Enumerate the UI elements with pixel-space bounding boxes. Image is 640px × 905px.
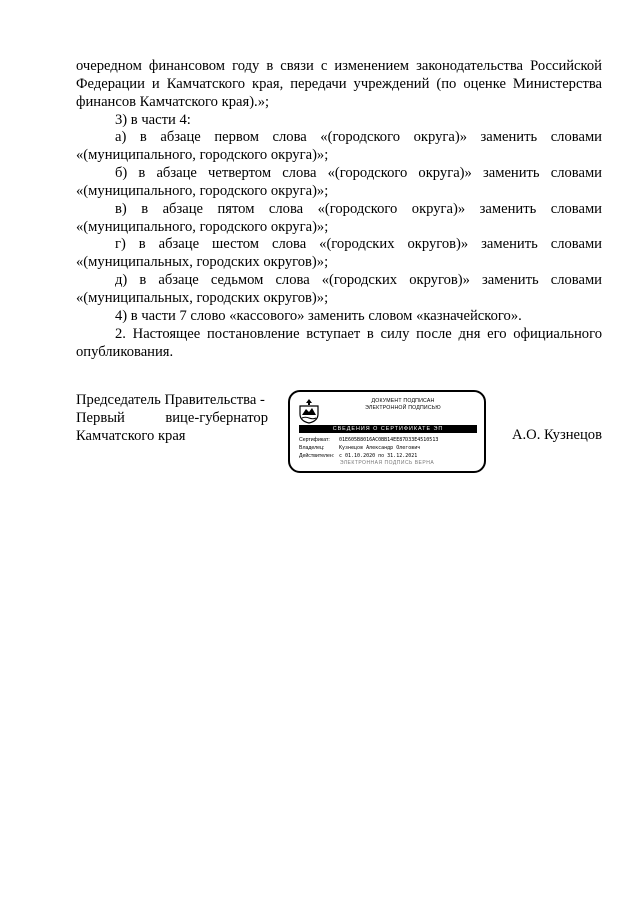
- signer-title-word-first: Первый: [76, 409, 125, 426]
- owner-label: Владелец:: [299, 445, 325, 451]
- validity-value: с 01.10.2020 по 31.12.2021: [339, 453, 418, 459]
- paragraph-part-4: 4) в части 7 слово «кассового» заменить словом «казначейского».: [115, 307, 522, 324]
- coat-of-arms-icon: [298, 398, 320, 424]
- signer-title: [76, 392, 268, 446]
- paragraph-item-b: б) в абзаце четвертом слова «(городского округа)» заменить словами «(муниципального, городского округа)»;: [76, 165, 602, 199]
- paragraph-item-d: д) в абзаце седьмом слова «(городских округов)» заменить словами «(муниципальных, городских округов)»;: [76, 272, 602, 306]
- paragraph-part-3: 3) в части 4:: [115, 111, 191, 128]
- signer-title-line-3: Камчатского края: [76, 427, 186, 444]
- stamp-footer: ЭЛЕКТРОННАЯ ПОДПИСЬ ВЕРНА: [339, 460, 435, 466]
- signer-title-word-vice-governor: вице-губернатор: [165, 409, 268, 426]
- paragraph-effective-date: 2. Настоящее постановление вступает в силу после дня его официального опубликования.: [76, 325, 602, 360]
- stamp-row-owner: [299, 444, 479, 452]
- paragraph-item-g: г) в абзаце шестом слова «(городских округов)» заменить словами «(муниципальных, городских округов)»;: [76, 236, 602, 271]
- owner-value: Кузнецов Александр Олегович: [339, 445, 421, 451]
- paragraph-item-a: а) в абзаце первом слова «(городского округа)» заменить словами «(муниципального, городского округа)»;: [76, 129, 602, 164]
- certificate-label: Сертификат:: [299, 437, 330, 443]
- paragraph-continuation: очередном финансовом году в связи с изменением законодательства Российской Федерации и Камчатского края, передачи учреждений (по оценке Министерства финансов Камчатского края).»;: [76, 58, 602, 110]
- stamp-header-line-2: ЭЛЕКТРОННОЙ ПОДПИСЬЮ: [365, 405, 441, 411]
- signer-title-line-2: [76, 410, 268, 428]
- stamp-header-line-1: ДОКУМЕНТ ПОДПИСАН: [371, 398, 435, 404]
- signer-name: А.О. Кузнецов: [511, 427, 602, 443]
- signer-title-line-1: Председатель Правительства -: [76, 392, 265, 408]
- stamp-details: [299, 436, 479, 460]
- paragraph-item-v: в) в абзаце пятом слова «(городского округа)» заменить словами «(муниципального, городского округа)»;: [76, 200, 602, 235]
- stamp-certificate-bar: СВЕДЕНИЯ О СЕРТИФИКАТЕ ЭП: [299, 425, 477, 433]
- certificate-value: 01E605B8016AC0BB14EE87D33E4510513: [339, 437, 439, 443]
- stamp-row-certificate: [299, 436, 479, 444]
- electronic-signature-stamp: [288, 390, 486, 473]
- stamp-row-validity: [299, 452, 479, 460]
- document-body: [76, 58, 602, 361]
- validity-label: Действителен:: [299, 453, 335, 459]
- stamp-header: [324, 398, 482, 412]
